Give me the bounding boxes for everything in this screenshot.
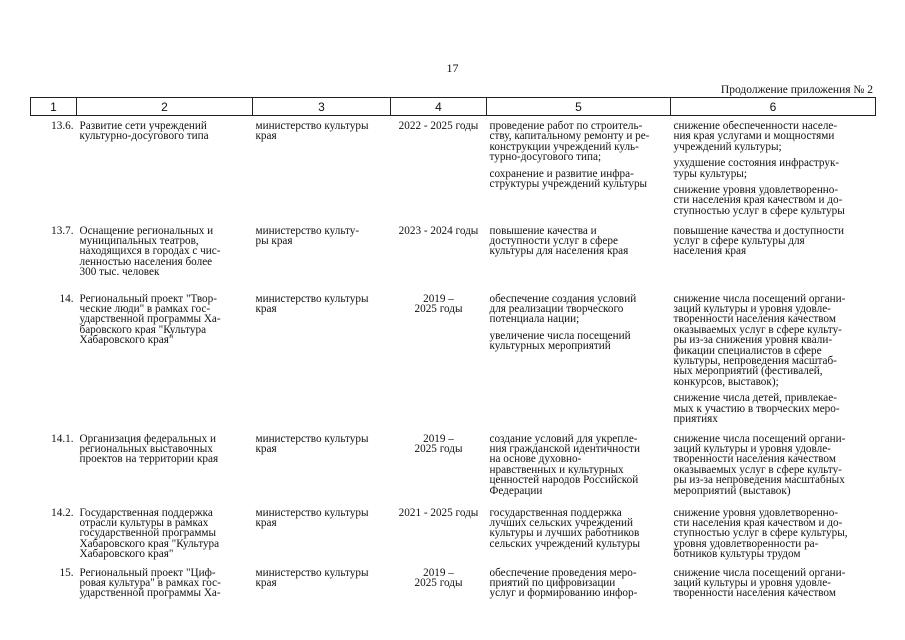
column-number: 6 <box>671 98 876 116</box>
activity-text: увеличение числа посещений культурных мероприятий <box>489 329 631 353</box>
column-number-row <box>31 98 876 116</box>
measure-name: Региональный проект "Твор- ческие люди" в рамках гос- ударственной программы Ха- баровского края "Культура Хабаровского края" <box>79 292 221 347</box>
executor: министерство культуры края <box>255 506 369 529</box>
table-row <box>31 503 876 563</box>
measure-name: Организация федеральных и региональных выставочных проектов на территории края <box>79 432 219 466</box>
consequence-text: снижение числа посещений органи- заций культуры и уровня удовле- творенности населения качеством оказываемых услуг в сфере культу- ры из-за непроведения масштабных мероприятий (выставок) <box>673 432 846 497</box>
consequence-text: ухудшение состояния инфраструк- туры культуры; <box>673 157 840 180</box>
page-number: 17 <box>446 61 459 75</box>
table-row <box>31 563 876 603</box>
row-number: 14.1. <box>51 432 74 445</box>
activity-text: государственная поддержка лучших сельских учреждений культуры и лучших работников сельских учреждений культуры <box>489 506 641 550</box>
activity-text: проведение работ по строитель- ству, капитальному ремонту и ре- конструкции учреждений куль- турно-досугового типа; <box>489 120 650 164</box>
implementation-years: 2021 - 2025 годы <box>398 506 479 519</box>
executor: министерство культуры края <box>255 120 369 143</box>
consequence-text: повышение качества и доступности услуг в сфере культуры для населения края <box>673 224 844 258</box>
implementation-years: 2019 – 2025 годы <box>414 292 463 315</box>
implementation-years: 2019 – 2025 годы <box>414 432 463 455</box>
row-number: 14.2. <box>51 506 74 519</box>
implementation-years: 2023 - 2024 годы <box>398 224 479 237</box>
executor: министерство культуры края <box>255 566 369 589</box>
table-row <box>31 221 876 289</box>
consequence-text: снижение уровня удовлетворенно- сти населения края качеством и до- ступностью услуг в сфере культуры, уровня удовлетворенности ра- ботников культуры трудом <box>673 506 848 561</box>
measure-name: Оснащение региональных и муниципальных театров, находящихся в городах с чис- ленностью населения более 300 тыс. человек <box>79 224 221 279</box>
activity-text: обеспечение создания условий для реализации творческого потенциала нации; <box>489 292 637 326</box>
implementation-years: 2022 - 2025 годы <box>398 120 479 132</box>
row-number: 13.7. <box>51 224 74 237</box>
activity-text: создание условий для укрепле- ния гражданской идентичности на основе духовно- нравственных и культурных ценностей народов Российской Федерации <box>489 432 640 497</box>
measure-name: Государственная поддержка отрасли культуры в рамках государственной программы Хабаровского края "Культура Хабаровского края" <box>79 506 220 561</box>
activity-text: обеспечение проведения меро- приятий по цифровизации услуг и формированию инфор- <box>489 566 638 600</box>
consequence-text: снижение уровня удовлетворенно- сти населения края качеством и до- ступностью услуг в сфере культуры <box>673 184 845 217</box>
activity-text: повышение качества и доступности услуг в сфере культуры для населения края <box>489 224 629 258</box>
executor: министерство культу- ры края <box>255 224 360 247</box>
measure-name: Развитие сети учреждений культурно-досугового типа <box>79 120 209 143</box>
row-number: 13.6. <box>51 120 74 132</box>
column-number: 4 <box>391 98 487 116</box>
executor: министерство культуры края <box>255 432 369 455</box>
column-number: 5 <box>487 98 671 116</box>
measures-table <box>30 97 876 603</box>
table-row <box>31 116 876 221</box>
consequence-text: снижение числа посещений органи- заций культуры и уровня удовле- творенности населения качеством оказываемых услуг в сфере культу- ры из-за снижения уровня квали- фикации специалистов в сфере культуры, непроведения масштаб- ных мероприятий (фестивалей, конкурсов, выставок); <box>673 292 846 388</box>
activity-text: сохранение и развитие инфра- структуры учреждений культуры <box>489 167 648 191</box>
table-row <box>31 289 876 429</box>
column-number: 2 <box>77 98 253 116</box>
consequence-text: снижение обеспеченности населе- ния края услугами и мощностями учреждений культуры; <box>673 120 838 153</box>
continuation-note: Продолжение приложения № 2 <box>720 84 873 96</box>
column-number: 1 <box>31 98 77 116</box>
measure-name: Региональный проект "Циф- ровая культура" в рамках гос- ударственной программы Ха- <box>79 566 221 600</box>
column-number: 3 <box>253 98 391 116</box>
consequence-text: снижение числа посещений органи- заций культуры и уровня удовле- творенности населения качеством <box>673 566 846 600</box>
executor: министерство культуры края <box>255 292 369 315</box>
row-number: 15. <box>59 566 74 579</box>
implementation-years: 2019 – 2025 годы <box>414 566 463 589</box>
consequence-text: снижение числа детей, привлекае- мых к участию в творческих меро- приятиях <box>673 392 840 425</box>
table-row <box>31 429 876 503</box>
row-number: 14. <box>59 292 74 305</box>
